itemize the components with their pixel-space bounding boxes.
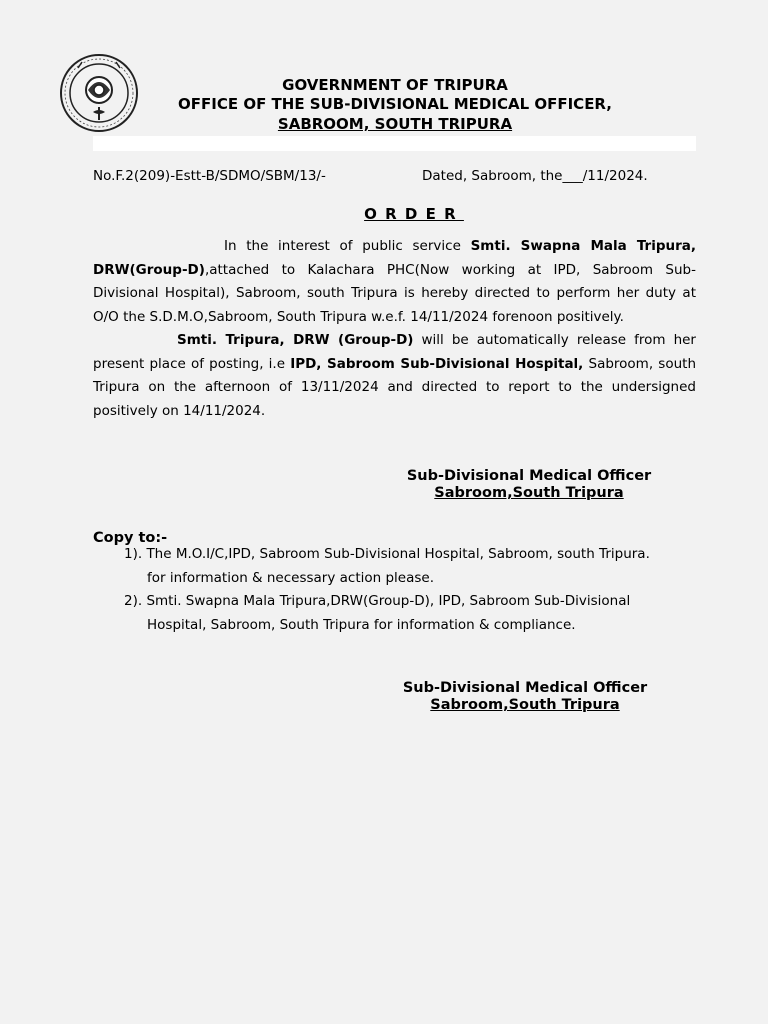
header-government: GOVERNMENT OF TRIPURA [282,76,508,94]
copy-to-item-line2: for information & necessary action please. [147,569,435,586]
paragraph1-employee-name: Smti. Swapna Mala Tripura, DRW(Group-D) [93,238,696,278]
order-paragraph-2 [93,329,696,423]
header-divider-bar [93,136,696,151]
paragraph2-employee-name: Smti. Tripura, DRW (Group-D) [177,332,414,348]
paragraph1-text2: ,attached to Kalachara PHC(Now working at IPD, Sabroom Sub-Divisional Hospital), Sabroom, south Tripura is hereby directed to perform her duty at O/O the S.D.M.O,Sabroom, South Tripura w.e.f. 14/11/2024 forenoon positively. [93,261,696,325]
signature-place: Sabroom,South Tripura [430,697,620,713]
signature-title: Sub-Divisional Medical Officer [406,468,652,484]
signature-block-1 [388,468,670,502]
copy-to-item [124,543,704,590]
paragraph2-text2: Sabroom, south Tripura on the afternoon of 13/11/2024 and directed to report to the undersigned positively on 14/11/2024. [93,355,696,419]
order-paragraph-1 [93,235,696,329]
copy-to-heading: Copy to:- [93,530,168,546]
paragraph1-text1: In the interest of public service [224,238,471,254]
paragraph2-text1: will be automatically release from her present place of posting, i.e [93,332,696,372]
header-office: OFFICE OF THE SUB-DIVISIONAL MEDICAL OFFICER, [178,95,612,113]
copy-to-list [124,543,704,637]
copy-to-item-line2: Hospital, Sabroom, South Tripura for information & compliance. [147,616,576,633]
copy-to-item-line1: 2). Smti. Swapna Mala Tripura,DRW(Group-D), IPD, Sabroom Sub-Divisional [124,593,631,609]
signature-title: Sub-Divisional Medical Officer [402,680,648,696]
reference-number: No.F.2(209)-Estt-B/SDMO/SBM/13/- [93,168,326,184]
order-title: ORDER [364,205,464,223]
paragraph2-hospital: IPD, Sabroom Sub-Divisional Hospital, [290,355,584,372]
copy-to-item [124,590,704,637]
signature-block-2 [384,680,666,714]
reference-date: Dated, Sabroom, the___/11/2024. [422,168,648,184]
signature-place: Sabroom,South Tripura [434,485,624,501]
header-location: SABROOM, SOUTH TRIPURA [277,115,513,133]
copy-to-item-line1: 1). The M.O.I/C,IPD, Sabroom Sub-Divisional Hospital, Sabroom, south Tripura. [124,546,650,562]
